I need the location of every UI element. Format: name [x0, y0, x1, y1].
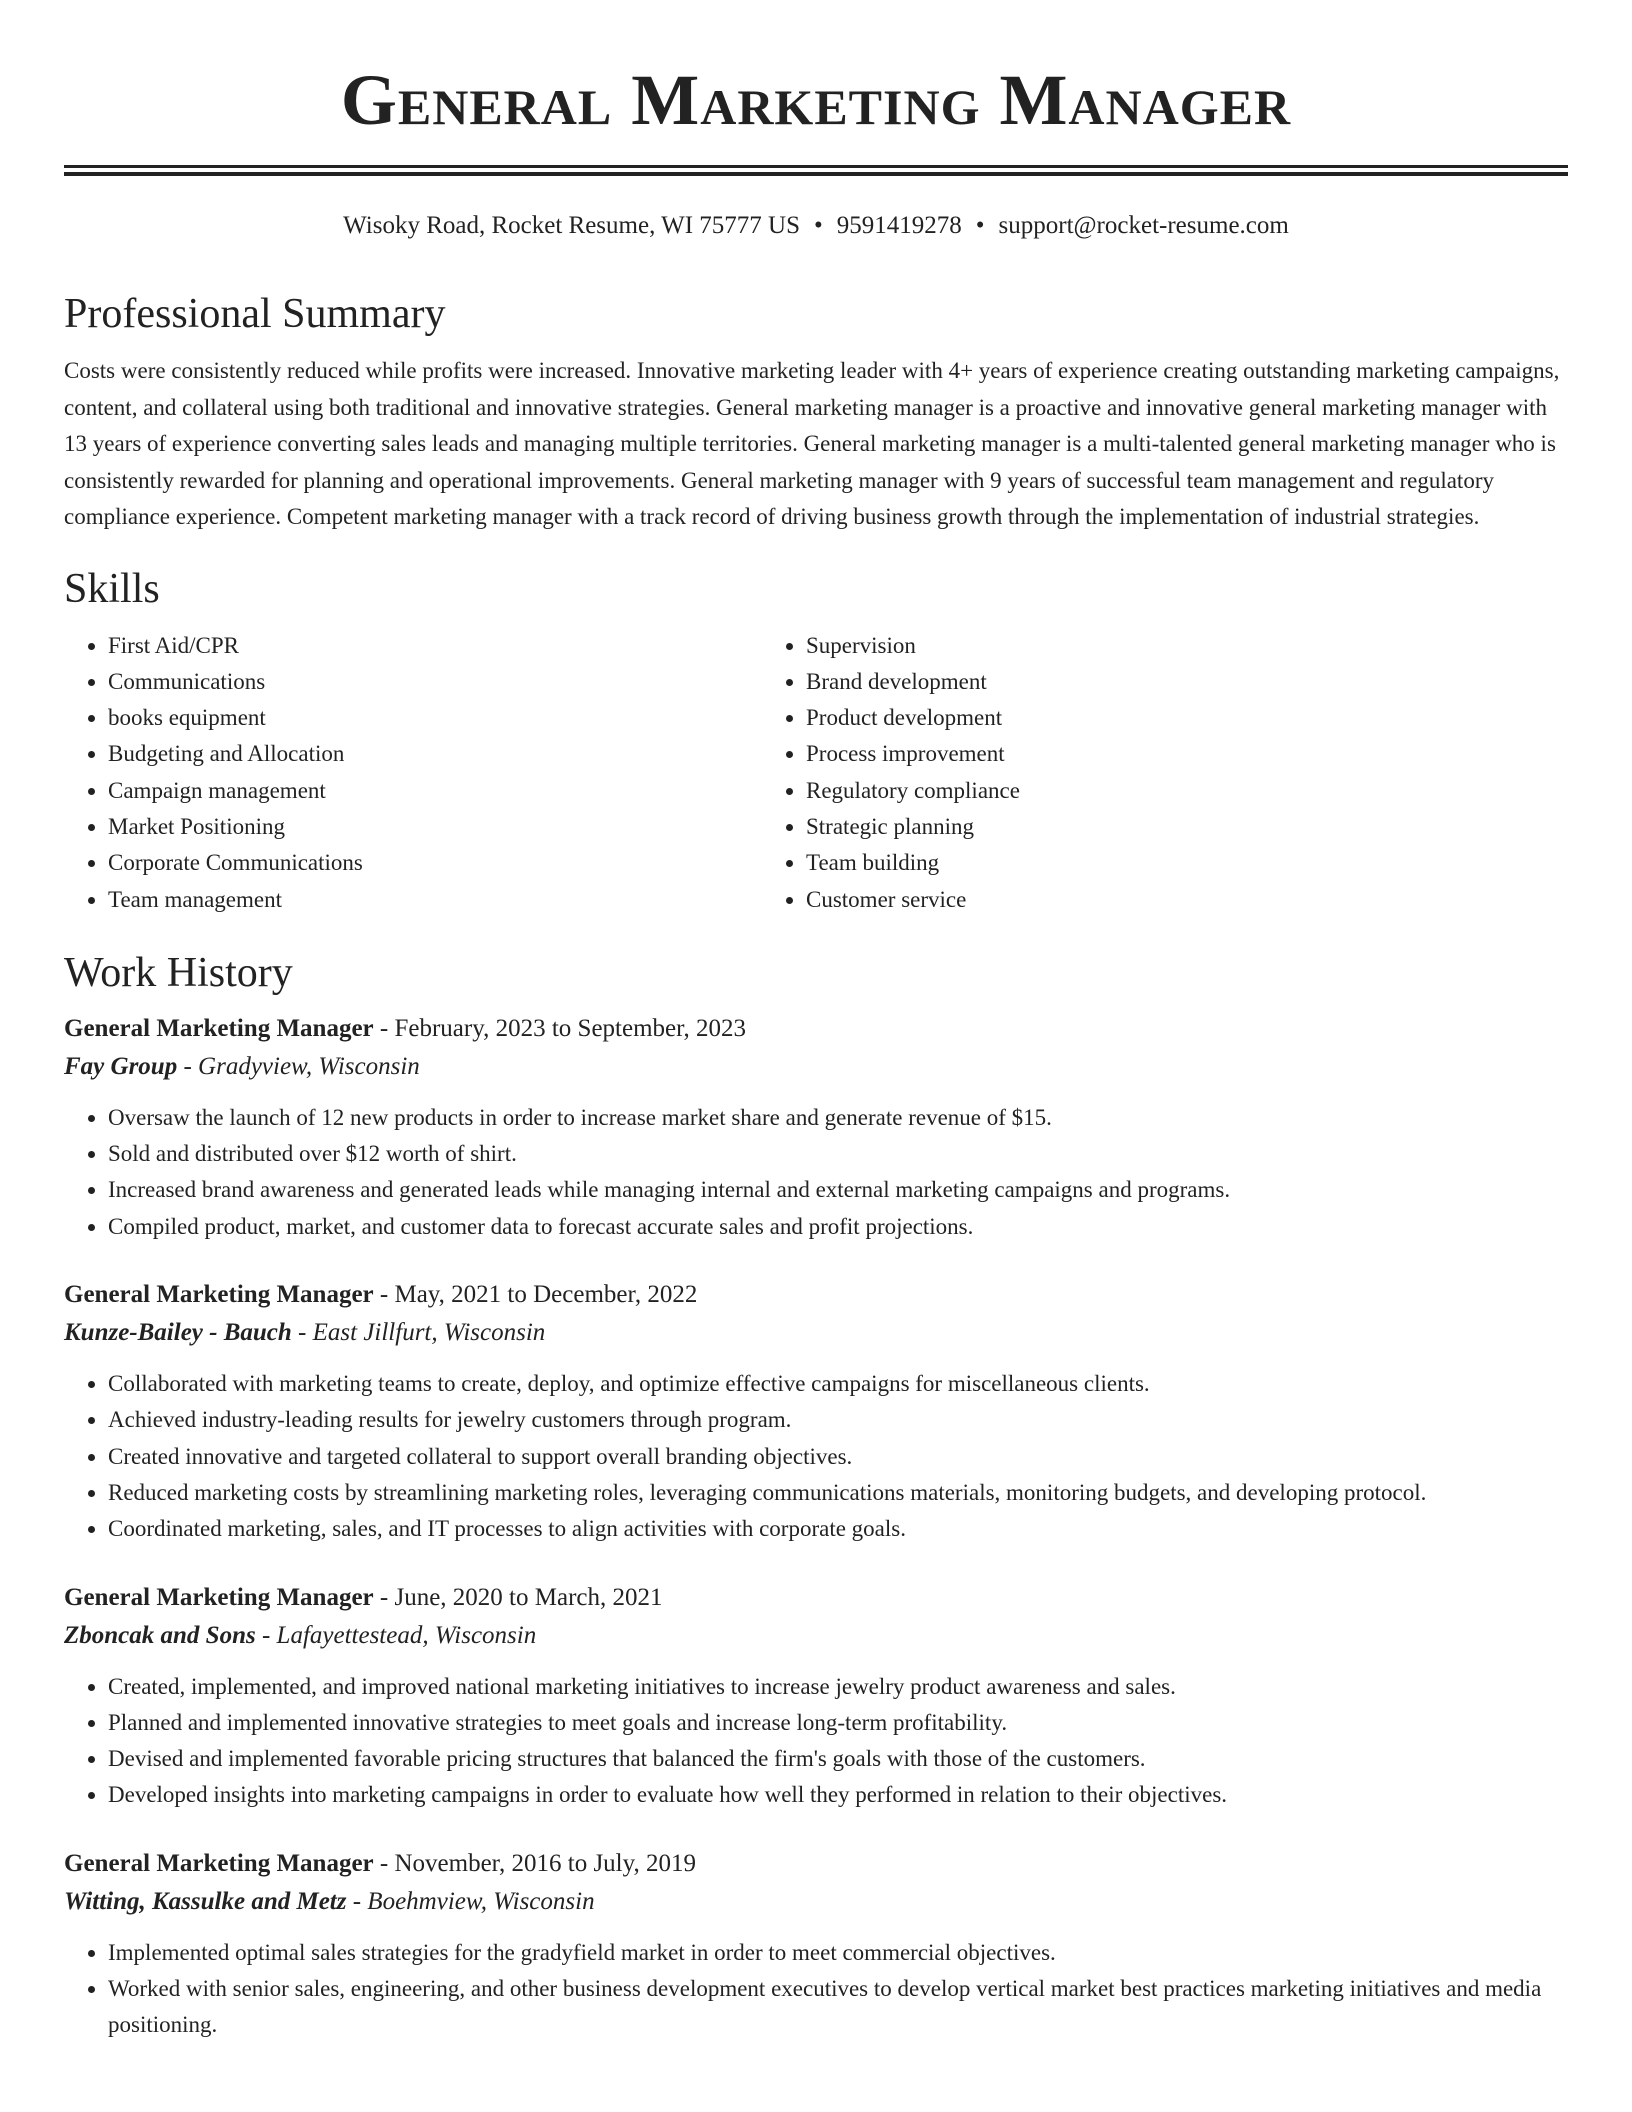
skill-item: • Team management: [108, 882, 762, 918]
contact-line: [64, 211, 1568, 241]
job-bullet: • Increased brand awareness and generated leads while managing internal and external marketing campaigns and programs.: [108, 1172, 1568, 1208]
job-role: General Marketing Manager: [64, 1281, 374, 1309]
job-bullets: [64, 1935, 1568, 2044]
job-bullets: [64, 1366, 1568, 1547]
job-title-line: [64, 1276, 1568, 1314]
job-bullet: • Planned and implemented innovative strategies to meet goals and increase long-term profitability.: [108, 1705, 1568, 1741]
job-title-line: [64, 1579, 1568, 1617]
job-bullet: • Created, implemented, and improved national marketing initiatives to increase jewelry product awareness and sales.: [108, 1669, 1568, 1705]
job-company-line: [64, 1048, 1568, 1086]
contact-separator: •: [975, 212, 985, 239]
job-bullet: • Reduced marketing costs by streamlining marketing roles, leveraging communications materials, monitoring budgets, and developing protocol.: [108, 1475, 1568, 1511]
job-bullet: • Compiled product, market, and customer data to forecast accurate sales and profit projections.: [108, 1209, 1568, 1245]
skill-item: • Communications: [108, 664, 762, 700]
job-entry: [64, 1010, 1568, 1245]
job-company: Kunze-Bailey - Bauch: [64, 1319, 292, 1347]
job-company-line: [64, 1314, 1568, 1352]
job-bullet: • Coordinated marketing, sales, and IT processes to align activities with corporate goals.: [108, 1511, 1568, 1547]
skill-item: • Corporate Communications: [108, 845, 762, 881]
skill-item: • Brand development: [806, 664, 1020, 700]
skill-item: • books equipment: [108, 700, 762, 736]
job-role: General Marketing Manager: [64, 1014, 374, 1042]
skill-item: • Budgeting and Allocation: [108, 736, 762, 772]
job-title-line: [64, 1845, 1568, 1883]
job-bullet: • Implemented optimal sales strategies for the gradyfield market in order to meet commercial objectives.: [108, 1935, 1568, 1971]
skills-heading: Skills: [64, 565, 160, 612]
skill-item: • Regulatory compliance: [806, 773, 1020, 809]
skill-item: • Supervision: [806, 628, 1020, 664]
job-role: General Marketing Manager: [64, 1583, 374, 1611]
skill-item: • Product development: [806, 700, 1020, 736]
job-company: Zboncak and Sons: [64, 1621, 256, 1649]
skill-item: • Customer service: [806, 882, 1020, 918]
job-title-line: [64, 1010, 1568, 1048]
job-bullet: • Achieved industry-leading results for jewelry customers through program.: [108, 1402, 1568, 1438]
job-entry: [64, 1276, 1568, 1547]
job-bullets: [64, 1100, 1568, 1245]
skills-list: [64, 628, 1568, 918]
contact-email: support@rocket-resume.com: [998, 212, 1289, 239]
header-divider: [64, 165, 1568, 176]
skill-item: • Market Positioning: [108, 809, 762, 845]
job-location: - Boehmview, Wisconsin: [346, 1887, 595, 1915]
skill-item: • Strategic planning: [806, 809, 1020, 845]
job-bullet: • Worked with senior sales, engineering, and other business development executives to develop vertical market best practices marketing initiatives and media positioning.: [108, 1971, 1568, 2044]
job-company: Witting, Kassulke and Metz: [64, 1887, 347, 1915]
skills-column-left: [64, 628, 762, 918]
job-bullet: • Sold and distributed over $12 worth of shirt.: [108, 1136, 1568, 1172]
work-history-heading: Work History: [64, 949, 293, 996]
contact-address: Wisoky Road, Rocket Resume, WI 75777 US: [343, 212, 800, 239]
summary-heading: Professional Summary: [64, 291, 446, 337]
job-entry: [64, 1579, 1568, 1814]
job-bullet: • Devised and implemented favorable pricing structures that balanced the firm's goals with those of the customers.: [108, 1741, 1568, 1777]
job-bullet: • Developed insights into marketing campaigns in order to evaluate how well they performed in relation to their objectives.: [108, 1777, 1568, 1813]
job-location: - Lafayettestead, Wisconsin: [255, 1621, 537, 1649]
contact-separator: •: [814, 212, 823, 239]
job-bullets: [64, 1669, 1568, 1814]
job-bullet: • Created innovative and targeted collateral to support overall branding objectives.: [108, 1439, 1568, 1475]
job-dates: - May, 2021 to December, 2022: [373, 1281, 698, 1309]
job-company: Fay Group: [64, 1052, 178, 1080]
job-bullet: • Oversaw the launch of 12 new products in order to increase market share and generate revenue of $15.: [108, 1100, 1568, 1136]
job-company-line: [64, 1883, 1568, 1921]
job-location: - Gradyview, Wisconsin: [177, 1052, 420, 1080]
summary-text: Costs were consistently reduced while profits were increased. Innovative marketing leader with 4+ years of experience creating outstanding marketing campaigns, content, and collateral using both traditional and innovative strategies. General marketing manager is a proactive and innovative general marketing manager with 13 years of experience converting sales leads and managing multiple territories. General marketing manager is a multi-talented general marketing manager who is consistently rewarded for planning and operational improvements. General marketing manager with 9 years of successful team management and regulatory compliance experience. Competent marketing manager with a track record of driving business growth through the implementation of industrial strategies.: [64, 358, 1560, 529]
skill-item: • Process improvement: [806, 736, 1020, 772]
job-location: - East Jillfurt, Wisconsin: [291, 1319, 546, 1347]
job-dates: - February, 2023 to September, 2023: [373, 1014, 746, 1042]
resume-name: General Marketing Manager: [340, 60, 1292, 140]
skill-item: • Campaign management: [108, 773, 762, 809]
job-role: General Marketing Manager: [64, 1849, 374, 1877]
skill-item: • First Aid/CPR: [108, 628, 762, 664]
job-entry: [64, 1845, 1568, 2044]
job-company-line: [64, 1617, 1568, 1655]
job-dates: - June, 2020 to March, 2021: [373, 1583, 663, 1611]
contact-phone: 9591419278: [836, 212, 962, 239]
skill-item: • Team building: [806, 845, 1020, 881]
job-dates: - November, 2016 to July, 2019: [373, 1849, 696, 1877]
skills-column-right: [762, 628, 1020, 918]
job-bullet: • Collaborated with marketing teams to create, deploy, and optimize effective campaigns for miscellaneous clients.: [108, 1366, 1568, 1402]
